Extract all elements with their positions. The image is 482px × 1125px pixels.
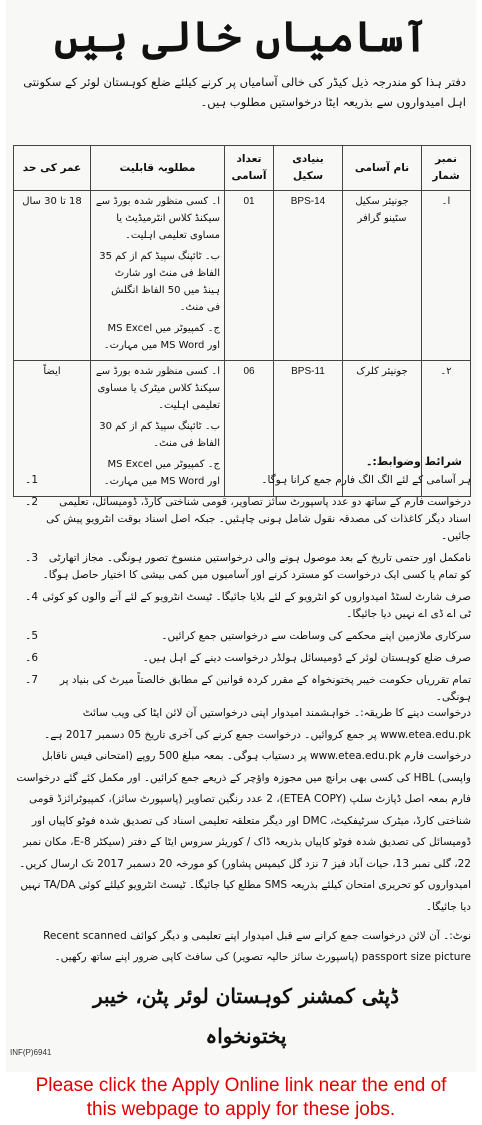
header-post: نام آسامی	[343, 146, 422, 191]
condition-text: ہر آسامی کے لئے الگ الگ فارم جمع کرانا ہوگا۔	[261, 474, 471, 486]
row-serial: ۲۔	[422, 361, 471, 497]
row-serial: ا۔	[422, 191, 471, 361]
notice-line: Please click the Apply Online link near the end of	[35, 1075, 447, 1096]
list-item	[16, 472, 471, 489]
reference-code: INF(P)6941	[10, 1048, 52, 1057]
ad-intro: دفتر ہذا کو مندرجہ ذیل کیڈر کی خالی آسامیاں پر کرنے کیلئے ضلع کوہستان لوئر کے سکونتی اہل امیدواروں سے بذریعہ ایٹا درخواستیں مطلوب ہیں۔	[23, 75, 466, 109]
notice-line: this webpage to apply for these jobs.	[86, 1099, 396, 1120]
list-item	[16, 550, 471, 584]
list-item	[16, 672, 471, 706]
condition-number: 3۔	[25, 552, 38, 564]
conditions-heading: شرائط وضوابط:۔	[365, 455, 462, 468]
row-scale: BPS-11	[274, 361, 343, 497]
qualification-item: ج۔ کمپیوٹر میں MS Excel اور MS Word میں مہارت۔	[103, 459, 220, 487]
qualification-item: ا۔ کسی منظور شدہ بورڈ سے سیکنڈ کلاس انٹرمیڈیٹ یا مساوی تعلیمی اہلیت۔	[95, 196, 220, 241]
table-row	[14, 191, 471, 361]
vacancies-table	[13, 145, 471, 497]
condition-text: درخواست فارم کے ساتھ دو عدد پاسپورٹ سائز تصاویر، قومی شناختی کارڈ، ڈومیسائل، تعلیمی اسناد دیگر کاغذات کی مصدقہ نقول شامل ہونی چاہئیں۔ جبکہ اصل اسناد بوقت انٹرویو پیش کی جائیں۔	[46, 496, 471, 542]
condition-number: 5۔	[25, 630, 38, 642]
row-count: 01	[225, 191, 274, 361]
signature-authority: ڈپٹی کمشنر کوہستان لوئر پٹن، خیبر پختونخواہ	[93, 984, 399, 1048]
list-item	[16, 628, 471, 645]
list-item	[16, 494, 471, 545]
row-scale: BPS-14	[274, 191, 343, 361]
condition-number: 1۔	[25, 474, 38, 486]
condition-number: 6۔	[25, 652, 38, 664]
condition-text: صرف ضلع کوہستان لوئر کے ڈومیسائل ہولڈر درخواست دینے کے اہل ہیں۔	[142, 652, 471, 664]
header-count: تعداد آسامی	[225, 146, 274, 191]
note: نوٹ:۔ آن لائن درخواست جمع کرانے سے قبل امیدوار اپنے تعلیمی و دیگر کوائف Recent scanned passport size picture (پاسپورٹ سائز حالیہ تصویر) کی سافٹ کاپی ضرور اپنے ساتھ رکھیں۔	[43, 930, 471, 963]
condition-number: 7۔	[25, 674, 38, 686]
condition-text: تمام تقرریاں حکومت خیبر پختونخواہ کے مقرر کردہ قوانین کے مطابق خالصتاً میرٹ کی بنیاد پر ہونگی۔	[59, 674, 471, 703]
row-age: 18 تا 30 سال	[14, 191, 91, 361]
conditions-list	[16, 472, 471, 711]
qualification-item: ا۔ کسی منظور شدہ بورڈ سے سیکنڈ کلاس میٹرک یا مساوی تعلیمی اہلیت۔	[95, 366, 220, 411]
application-method: درخواست دینے کا طریقہ:۔ خواہشمند امیدوار اپنی درخواستیں آن لائن ایٹا کی ویب سائٹ www.etea.edu.pk پر جمع کروائیں۔ درخواست جمع کرنے کی آخری تاریخ 05 دسمبر 2017 ہے۔ درخواست فارم www.etea.edu.pk پر دستیاب ہوگی۔ بمعہ مبلغ 500 روپے (امتحانی فیس ناقابل واپسی) HBL کی کسی بھی برانچ میں مجوزہ واؤچر کے ذریعے جمع کرائیں۔ اور مکمل کئے گئے درخواست فارم بمعہ اصل ڈپازٹ سلپ (ETEA COPY)، 2 عدد رنگین تصاویر (پاسپورٹ سائز)، کمپیوٹرائزڈ قومی شناختی کارڈ، میٹرک سرٹیفکیٹ، DMC اور دیگر متعلقہ تعلیمی اسناد کی تصدیق شدہ فوٹو کاپیاں اور ڈومیسائل کی تصدیق شدہ فوٹو کاپیاں بذریعہ ڈاک / کوریئر سروس ایٹا کے دفتر (سیکٹر E-8، مکان نمبر 22، گلی نمبر 13، حیات آباد فیز 7 نزد گل کیمپس پشاور) کو مورخہ 20 دسمبر 2017 تک ارسال کریں۔ امیدواروں کو تحریری امتحان کیلئے بذریعہ SMS مطلع کیا جائیگا۔ ٹیسٹ انٹرویو کیلئے کوئی TA/DA نہیں دیا جائیگا۔	[16, 707, 471, 913]
header-age: عمر کی حد	[14, 146, 91, 191]
header-scale: بنیادی سکیل	[274, 146, 343, 191]
condition-number: 4۔	[25, 591, 38, 603]
condition-text: سرکاری ملازمین اپنے محکمے کی وساطت سے درخواستیں جمع کرائیں۔	[161, 630, 471, 642]
job-advertisement	[6, 0, 476, 1072]
condition-text: صرف شارٹ لسٹڈ امیدواروں کو انٹرویو کے لئے بلایا جائیگا۔ ٹیسٹ انٹرویو کے لئے آنے والوں کو کوئی ٹی اے ڈی اے نہیں دیا جائیگا۔	[42, 591, 471, 620]
condition-number: 2۔	[25, 496, 38, 508]
condition-text: نامکمل اور حتمی تاریخ کے بعد موصول ہونے والی درخواستیں منسوخ تصور ہونگی۔ مجاز اتھارٹی کو تمام یا کسی ایک درخواست کو مسترد کرنے اور آسامیوں میں کمی بیشی کا اختیار حاصل ہوگا۔	[42, 552, 471, 581]
list-item	[16, 650, 471, 667]
table-header-row	[14, 146, 471, 191]
list-item	[16, 589, 471, 623]
row-post: جونیئر کلرک	[343, 361, 422, 497]
header-serial: نمبر شمار	[422, 146, 471, 191]
apply-online-notice	[0, 1074, 482, 1122]
row-qualification	[91, 191, 225, 361]
row-age: ایضاً	[14, 361, 91, 497]
row-count: 06	[225, 361, 274, 497]
header-qualification: مطلوبہ قابلیت	[91, 146, 225, 191]
ad-title: آسامیاں خالی ہیں	[54, 12, 428, 61]
qualification-item: ب۔ ٹائپنگ سپیڈ کم از کم 30 الفاظ فی منٹ۔	[99, 421, 220, 449]
row-post: جونیئر سکیل سٹینو گرافر	[343, 191, 422, 361]
qualification-item: ج۔ کمپیوٹر میں MS Excel اور MS Word میں مہارت۔	[103, 323, 220, 351]
qualification-item: ب۔ ٹائپنگ سپیڈ کم از کم 35 الفاظ فی منٹ اور شارٹ ہینڈ میں 50 الفاظ انگلش فی منٹ۔	[99, 251, 220, 313]
